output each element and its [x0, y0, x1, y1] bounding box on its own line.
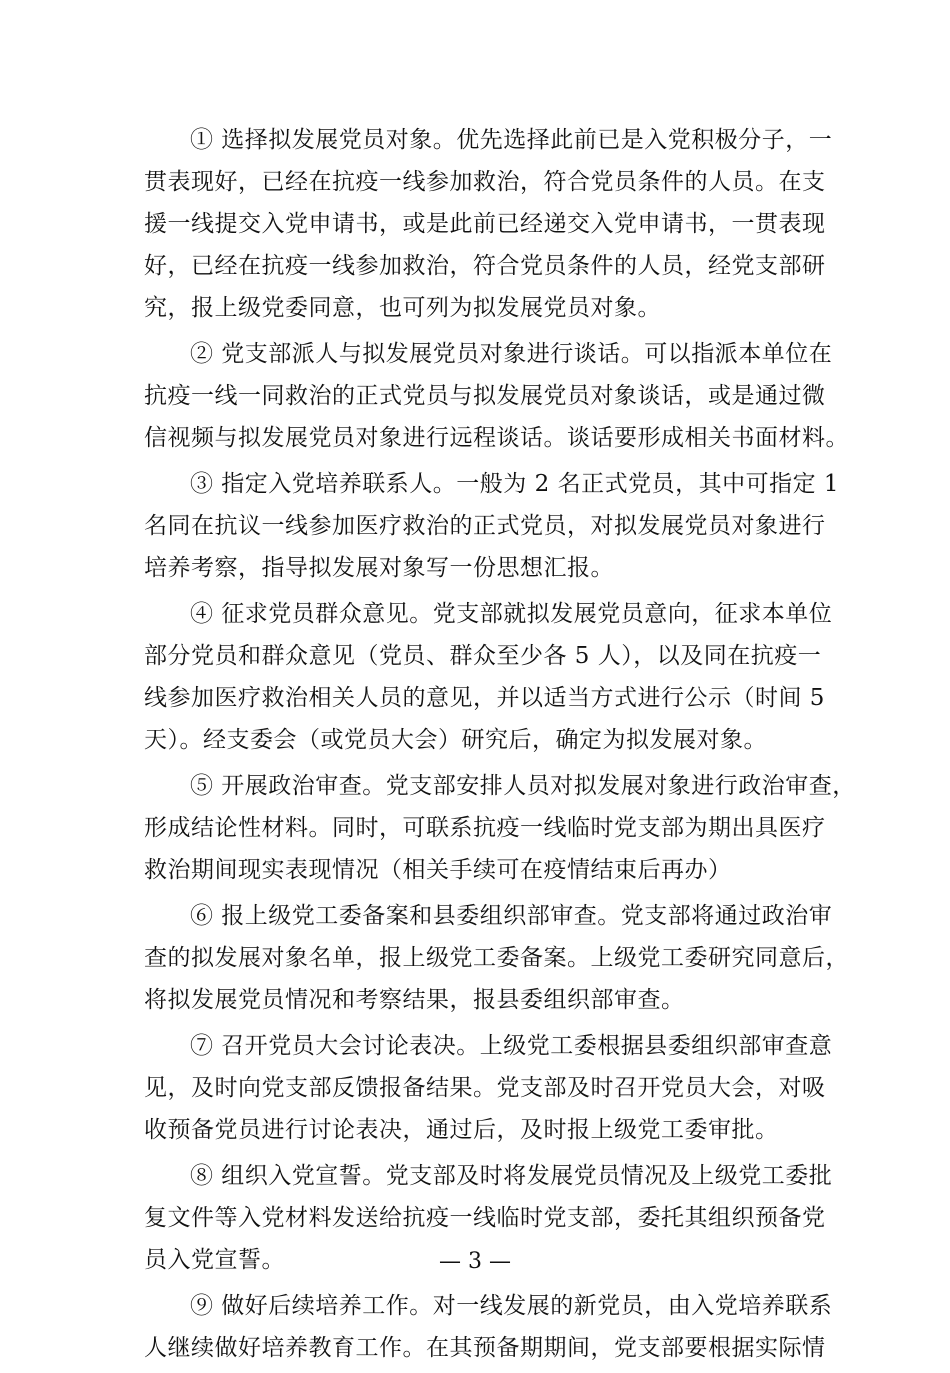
- paragraph-line: 抗疫一线一同救治的正式党员与拟发展党员对象谈话，或是通过微: [144, 383, 826, 409]
- paragraph-line: 线参加医疗救治相关人员的意见，并以适当方式进行公示（时间 5: [144, 685, 825, 711]
- paragraph-first-line: ⑧ 组织入党宣誓。党支部及时将发展党员情况及上级党工委批: [190, 1163, 833, 1189]
- paragraph-line: 信视频与拟发展党员对象进行远程谈话。谈话要形成相关书面材料。: [144, 425, 849, 451]
- paragraph-first-line: ⑦ 召开党员大会讨论表决。上级党工委根据县委组织部审查意: [190, 1033, 833, 1059]
- paragraph-line: 贯表现好，已经在抗疫一线参加救治，符合党员条件的人员。在支: [144, 169, 826, 195]
- paragraph-first-line: ⑥ 报上级党工委备案和县委组织部审查。党支部将通过政治审: [190, 903, 833, 929]
- paragraph-first-line: ③ 指定入党培养联系人。一般为 2 名正式党员，其中可指定 1: [190, 471, 840, 497]
- paragraph-line: 员入党宣誓。: [144, 1247, 285, 1273]
- paragraph-line: 形成结论性材料。同时，可联系抗疫一线临时党支部为期出具医疗: [144, 815, 826, 841]
- paragraph-first-line: ⑤ 开展政治审查。党支部安排人员对拟发展对象进行政治审查，: [190, 773, 856, 799]
- paragraph-line: 培养考察，指导拟发展对象写一份思想汇报。: [144, 555, 614, 581]
- paragraph-line: 查的拟发展对象名单，报上级党工委备案。上级党工委研究同意后，: [144, 945, 849, 971]
- paragraph-line: 部分党员和群众意见（党员、群众至少各 5 人），以及同在抗疫一: [144, 643, 822, 669]
- paragraph-line: 究，报上级党委同意，也可列为拟发展党员对象。: [144, 295, 661, 321]
- paragraph-line: 人继续做好培养教育工作。在其预备期期间，党支部要根据实际情: [144, 1335, 826, 1361]
- paragraph-line: 救治期间现实表现情况（相关手续可在疫情结束后再办）: [144, 857, 732, 883]
- paragraph-first-line: ④ 征求党员群众意见。党支部就拟发展党员意向，征求本单位: [190, 601, 833, 627]
- paragraph-line: 名同在抗议一线参加医疗救治的正式党员，对拟发展党员对象进行: [144, 513, 826, 539]
- page-number: — 3 —: [439, 1249, 511, 1274]
- paragraph-first-line: ① 选择拟发展党员对象。优先选择此前已是入党积极分子，一: [190, 127, 833, 153]
- paragraph-line: 天）。经支委会（或党员大会）研究后，确定为拟发展对象。: [144, 727, 767, 753]
- paragraph-line: 好，已经在抗疫一线参加救治，符合党员条件的人员，经党支部研: [144, 253, 826, 279]
- paragraph-line: 见，及时向党支部反馈报备结果。党支部及时召开党员大会，对吸: [144, 1075, 826, 1101]
- paragraph-line: 将拟发展党员情况和考察结果，报县委组织部审查。: [144, 987, 685, 1013]
- paragraph-first-line: ⑨ 做好后续培养工作。对一线发展的新党员，由入党培养联系: [190, 1293, 833, 1319]
- paragraph-first-line: ② 党支部派人与拟发展党员对象进行谈话。可以指派本单位在: [190, 341, 833, 367]
- paragraph-line: 收预备党员进行讨论表决，通过后，及时报上级党工委审批。: [144, 1117, 779, 1143]
- paragraph-line: 复文件等入党材料发送给抗疫一线临时党支部，委托其组织预备党: [144, 1205, 826, 1231]
- paragraph-line: 援一线提交入党申请书，或是此前已经递交入党申请书，一贯表现: [144, 211, 826, 237]
- document-body: [144, 123, 856, 1373]
